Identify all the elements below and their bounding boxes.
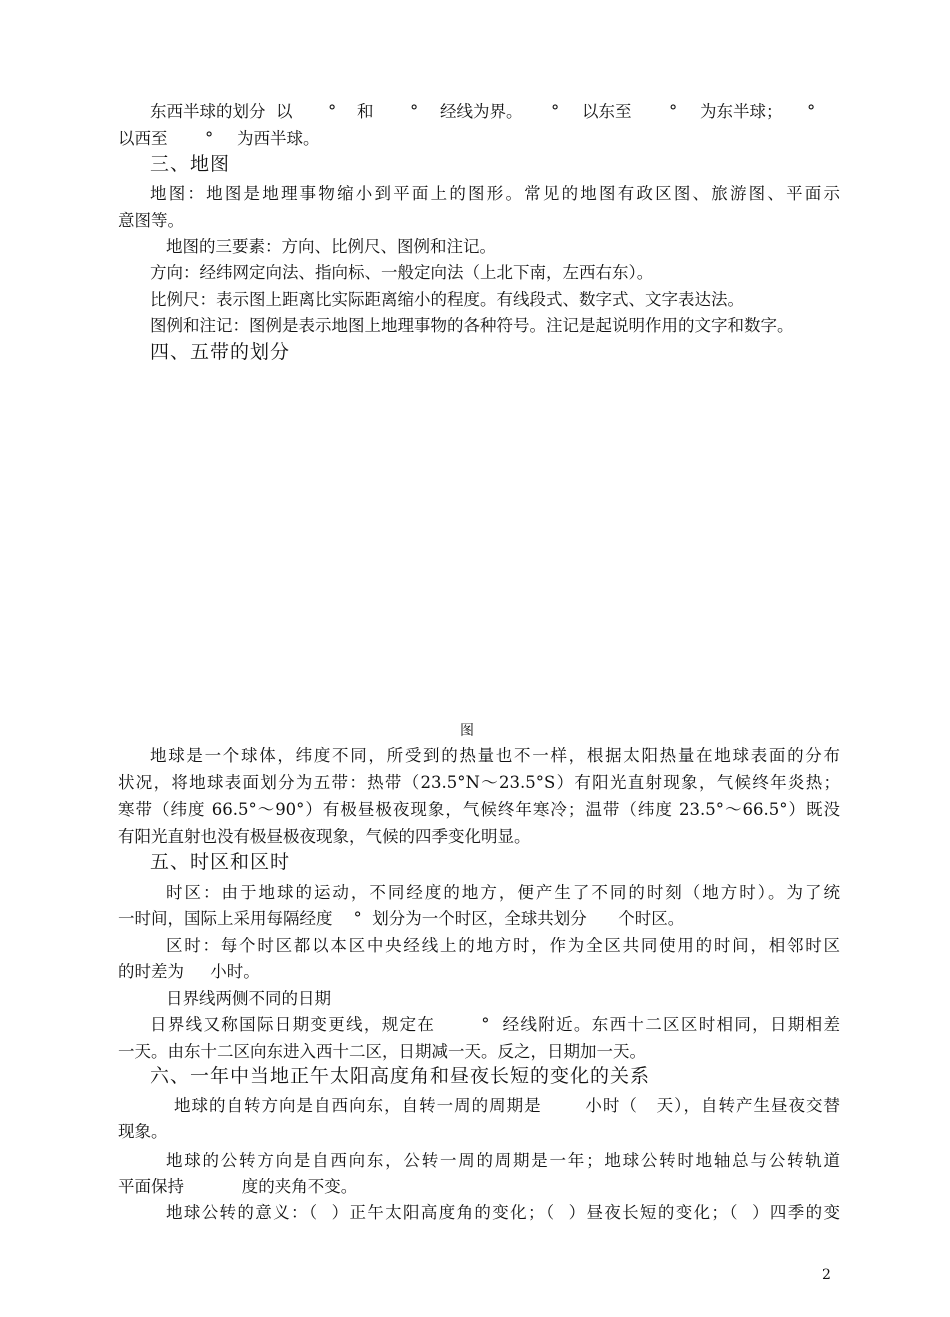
dateline-line-2: 一天。由东十二区向东进入西十二区，日期减一天。反之，日期加一天。 bbox=[118, 1042, 646, 1061]
and-word: 和 bbox=[357, 102, 374, 121]
zones-paragraph-line-3: 寒带（纬度 66.5°～90°）有极昼极夜现象，气候终年寒冷；温带（纬度 23.5°～66.5°）既没 bbox=[118, 800, 840, 819]
time-zone-line-2: 一时间，国际上采用每隔经度 ° 划分为一个时区，全球共划分 个时区。 bbox=[118, 909, 685, 928]
section-heading-solar-altitude: 六、一年中当地正午太阳高度角和昼夜长短的变化的关系 bbox=[150, 1065, 651, 1087]
figure-caption: 图 bbox=[460, 723, 474, 739]
degree-mark: ° bbox=[807, 102, 816, 121]
map-definition-line-1: 地图：地图是地理事物缩小到平面上的图形。常见的地图有政区图、旅游图、平面示 bbox=[150, 184, 840, 203]
zones-paragraph-line-2: 状况，将地球表面划分为五带：热带（23.5°N～23.5°S）有阳光直射现象，气候终年炎热； bbox=[118, 773, 840, 792]
zones-paragraph-line-4: 有阳光直射也没有极昼极夜现象，气候的四季变化明显。 bbox=[118, 827, 531, 846]
zones-paragraph-line-1: 地球是一个球体，纬度不同，所受到的热量也不一样，根据太阳热量在地球表面的分布 bbox=[150, 746, 840, 765]
revolution-significance-line: 地球公转的意义：（ ）正午太阳高度角的变化；（ ）昼夜长短的变化；（ ）四季的变 bbox=[166, 1203, 840, 1222]
degree-mark: ° bbox=[551, 102, 560, 121]
rotation-line-1: 地球的自转方向是自西向东，自转一周的周期是 小时（ 天），自转产生昼夜交替 bbox=[174, 1096, 840, 1115]
degree-mark: ° bbox=[328, 102, 337, 121]
degree-mark: ° bbox=[205, 129, 214, 148]
east-label: 为东半球； bbox=[700, 102, 783, 121]
zone-time-line-2: 的时差为 小时。 bbox=[118, 962, 260, 981]
west-label: 为西半球。 bbox=[237, 129, 320, 148]
hemisphere-line-1 bbox=[0, 102, 950, 122]
east-from: 以东至 bbox=[582, 102, 632, 121]
zone-time-line-1: 区时：每个时区都以本区中央经线上的地方时，作为全区共同使用的时间，相邻时区 bbox=[166, 936, 840, 955]
map-definition-line-2: 意图等。 bbox=[118, 211, 184, 230]
map-scale: 比例尺：表示图上距离比实际距离缩小的程度。有线段式、数字式、文字表达法。 bbox=[150, 290, 744, 309]
map-elements: 地图的三要素：方向、比例尺、图例和注记。 bbox=[166, 237, 496, 256]
map-legend: 图例和注记：图例是表示地图上地理事物的各种符号。注记是起说明作用的文字和数字。 bbox=[150, 316, 794, 335]
section-heading-map: 三、地图 bbox=[150, 153, 231, 175]
page-number: 2 bbox=[822, 1267, 831, 1283]
dateline-line-1: 日界线又称国际日期变更线，规定在 ° 经线附近。东西十二区区时相同，日期相差 bbox=[150, 1015, 840, 1034]
rotation-line-2: 现象。 bbox=[118, 1122, 168, 1141]
section-heading-five-zones: 四、五带的划分 bbox=[150, 341, 291, 363]
west-from: 以西至 bbox=[118, 129, 168, 148]
revolution-line-1: 地球的公转方向是自西向东，公转一周的周期是一年；地球公转时地轴总与公转轨道 bbox=[166, 1151, 840, 1170]
degree-mark: ° bbox=[410, 102, 419, 121]
figure-placeholder bbox=[118, 372, 836, 712]
meridian-word: 经线为界。 bbox=[440, 102, 523, 121]
hemisphere-line-2 bbox=[0, 129, 950, 149]
map-direction: 方向：经纬网定向法、指向标、一般定向法（上北下南，左西右东）。 bbox=[150, 263, 654, 282]
degree-mark: ° bbox=[669, 102, 678, 121]
hemisphere-intro: 东西半球的划分 以 bbox=[150, 102, 293, 121]
section-heading-time-zones: 五、时区和区时 bbox=[150, 851, 291, 873]
time-zone-line-1: 时区：由于地球的运动，不同经度的地方，便产生了不同的时刻（地方时）。为了统 bbox=[166, 883, 840, 902]
revolution-line-2: 平面保持 度的夹角不变。 bbox=[118, 1177, 358, 1196]
dateline-title: 日界线两侧不同的日期 bbox=[166, 989, 331, 1008]
